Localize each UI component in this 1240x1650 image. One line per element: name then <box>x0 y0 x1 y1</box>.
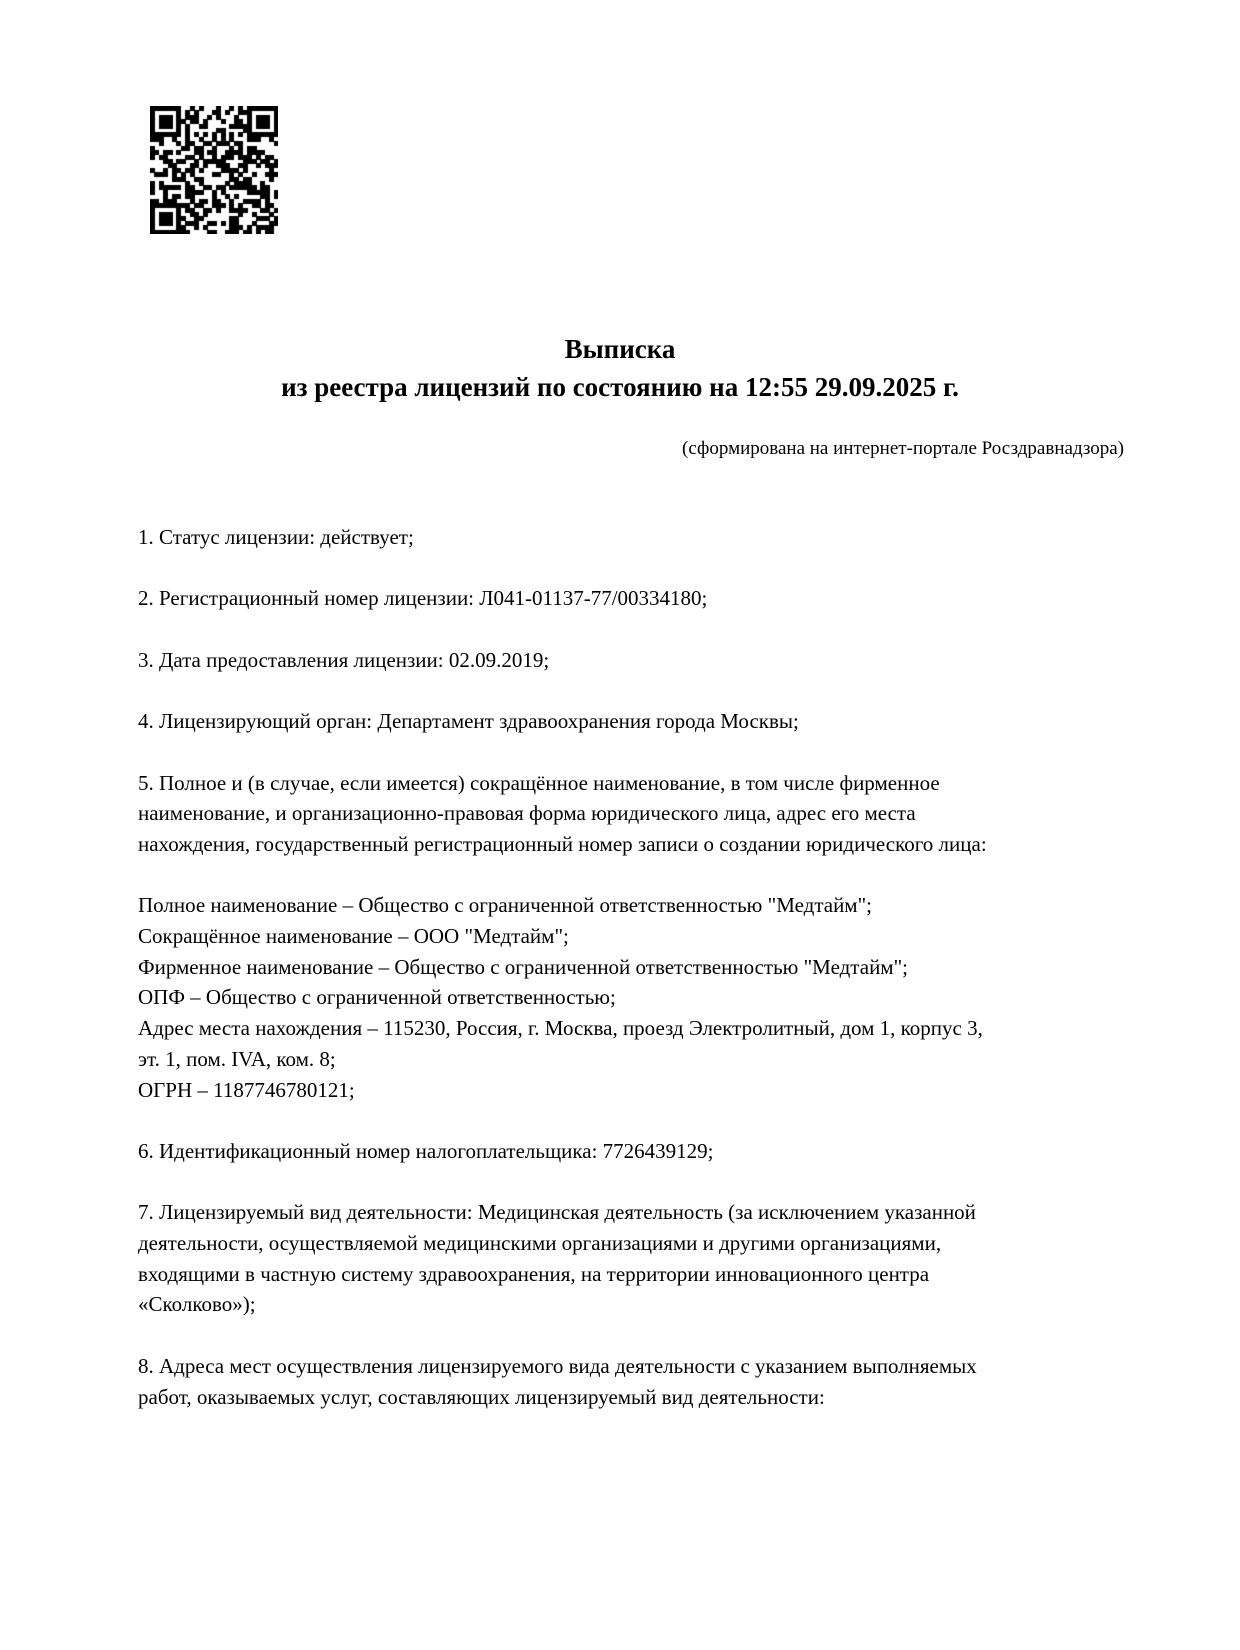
text-line-full-name: Полное наименование – Общество с ограниченной ответственностью "Медтайм"; <box>138 893 873 918</box>
document-body <box>0 522 1240 1412</box>
text-line: 6. Идентификационный номер налогоплательщика: 7726439129; <box>138 1138 714 1163</box>
text-line-brand-name: Фирменное наименование – Общество с ограниченной ответственностью "Медтайм"; <box>138 954 908 979</box>
qr-code-image <box>150 106 278 234</box>
text-line: 5. Полное и (в случае, если имеется) сокращённое наименование, в том числе фирменное <box>138 770 940 795</box>
text-line-legal-form: ОПФ – Общество с ограниченной ответственностью; <box>138 985 616 1010</box>
text-line: наименование, и организационно-правовая форма юридического лица, адрес его места <box>138 801 916 826</box>
paragraph-registration-number <box>138 583 1180 614</box>
text-line: 1. Статус лицензии: действует; <box>138 525 414 549</box>
text-line: 8. Адреса мест осуществления лицензируемого вида деятельности с указанием выполняемых <box>138 1353 977 1378</box>
text-line: 3. Дата предоставления лицензии: 02.09.2019; <box>138 647 550 672</box>
paragraph-activity-addresses-intro <box>138 1351 1180 1412</box>
text-line: 2. Регистрационный номер лицензии: Л041-01137-77/00334180; <box>138 586 708 611</box>
generation-note: (сформирована на интернет-портале Росздравнадзора) <box>682 438 1124 459</box>
text-line: работ, оказываемых услуг, составляющих лицензируемый вид деятельности: <box>138 1384 825 1409</box>
paragraph-entity-names-intro <box>138 768 1180 860</box>
text-line: 4. Лицензирующий орган: Департамент здравоохранения города Москвы; <box>138 709 799 734</box>
text-line-address-1: Адрес места нахождения – 115230, Россия, г. Москва, проезд Электролитный, дом 1, корпус 3, <box>138 1016 983 1041</box>
title-line-2: из реестра лицензий по состоянию на 12:55 29.09.2025 г. <box>281 372 959 402</box>
text-line: деятельности, осуществляемой медицинскими организациями и другими организациями, <box>138 1231 942 1256</box>
paragraph-license-status <box>138 522 1180 553</box>
text-line-short-name: Сокращённое наименование – ООО "Медтайм"; <box>138 924 569 949</box>
title-line-1: Выписка <box>564 334 676 364</box>
qr-code-icon <box>150 106 278 234</box>
text-line: входящими в частную систему здравоохранения, на территории инновационного центра <box>138 1261 930 1286</box>
text-line: нахождения, государственный регистрационный номер записи о создании юридического лица: <box>138 831 987 856</box>
paragraph-licensed-activity <box>138 1197 1180 1320</box>
paragraph-licensing-authority <box>138 706 1180 737</box>
text-line-ogrn: ОГРН – 1187746780121; <box>138 1077 355 1102</box>
paragraph-inn <box>138 1136 1180 1167</box>
text-line: «Сколково»); <box>138 1292 256 1317</box>
text-line: 7. Лицензируемый вид деятельности: Медицинская деятельность (за исключением указанной <box>138 1200 976 1225</box>
text-line-address-2: эт. 1, пом. IVA, ком. 8; <box>138 1046 336 1071</box>
paragraph-entity-details <box>138 890 1180 1105</box>
paragraph-license-date <box>138 645 1180 676</box>
